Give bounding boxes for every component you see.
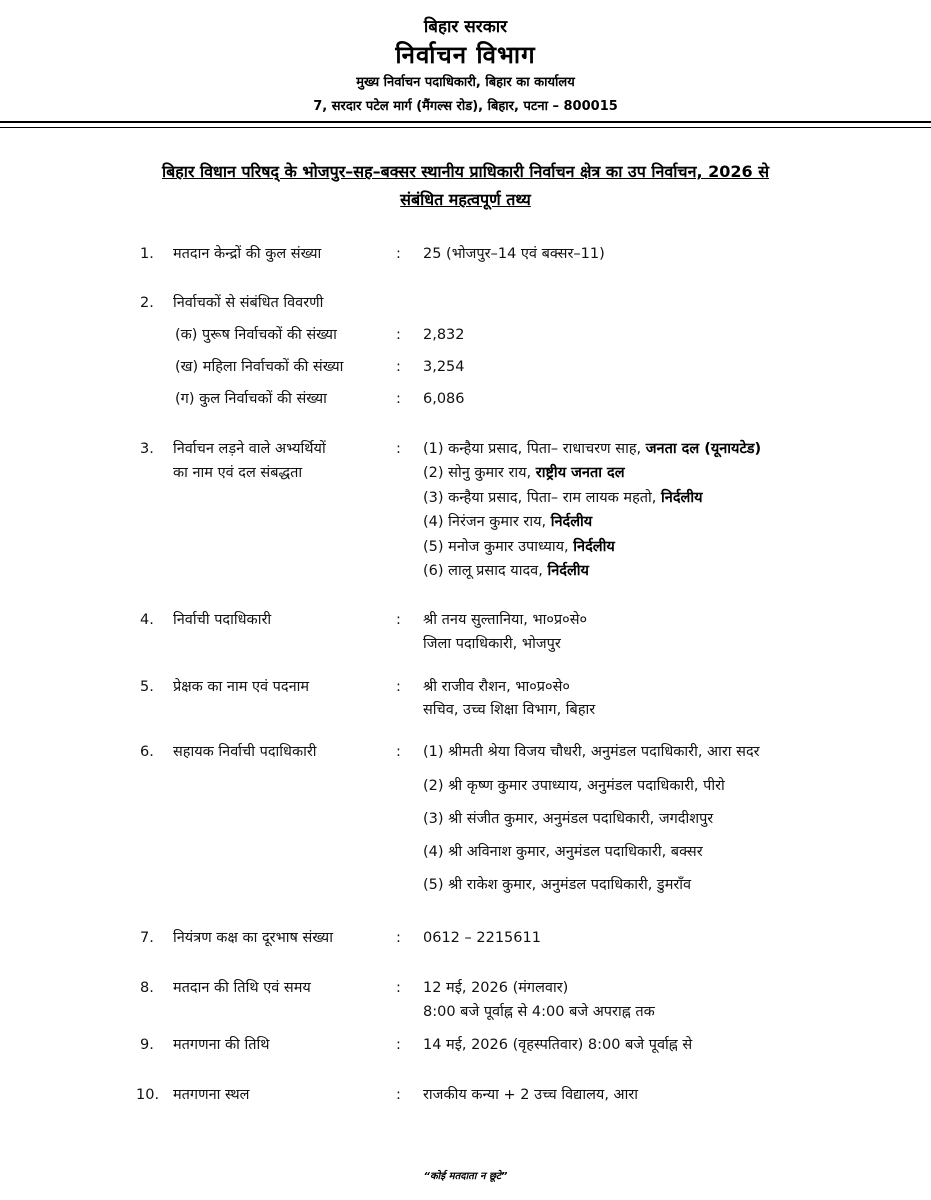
item-2-label: निर्वाचकों से संबंधित विवरणी	[173, 295, 324, 311]
header-state: बिहार सरकार	[423, 17, 508, 37]
item-1-colon: :	[396, 246, 401, 262]
item-2c-value: 6,086	[423, 391, 465, 407]
item-6-label: सहायक निर्वाची पदाधिकारी	[173, 744, 317, 760]
candidate-row	[423, 487, 703, 509]
assistant-officer: (1) श्रीमती श्रेया विजय चौधरी, अनुमंडल पदाधिकारी, आरा सदर	[423, 744, 760, 760]
item-7-label: नियंत्रण कक्ष का दूरभाष संख्या	[173, 930, 333, 946]
item-9-value: 14 मई, 2026 (वृहस्पतिवार) 8:00 बजे पूर्वाह्न से	[423, 1037, 693, 1053]
item-10-label: मतगणना स्थल	[173, 1087, 250, 1103]
item-2b-label: (ख) महिला निर्वाचकों की संख्या	[175, 359, 344, 375]
assistant-officer: (5) श्री राकेश कुमार, अनुमंडल पदाधिकारी, डुमराँव	[423, 877, 692, 893]
header-divider-thin	[0, 127, 931, 128]
item-2a-label: (क) पुरूष निर्वाचकों की संख्या	[175, 327, 337, 343]
item-2b-value: 3,254	[423, 359, 465, 375]
item-8-colon: :	[396, 980, 401, 996]
header-department: निर्वाचन विभाग	[395, 41, 536, 69]
item-2a-value: 2,832	[423, 327, 465, 343]
candidate-row	[423, 438, 761, 460]
item-7-colon: :	[396, 930, 401, 946]
item-5-number: 5.	[140, 679, 154, 695]
candidate-name: (3) कन्हैया प्रसाद, पिता– राम लायक महतो,	[423, 490, 662, 506]
item-4-value-line-1: श्री तनय सुल्तानिया, भा०प्र०से०	[423, 612, 588, 628]
item-9-colon: :	[396, 1037, 401, 1053]
header-divider-thick	[0, 121, 931, 123]
item-2c-label: (ग) कुल निर्वाचकों की संख्या	[175, 391, 327, 407]
candidate-party: निर्दलीय	[547, 563, 589, 579]
candidate-name: (1) कन्हैया प्रसाद, पिता– राधाचरण साह,	[423, 441, 646, 457]
item-1-value: 25 (भोजपुर–14 एवं बक्सर–11)	[423, 246, 605, 262]
header-address: 7, सरदार पटेल मार्ग (मैंगल्स रोड), बिहार, पटना – 800015	[313, 99, 618, 114]
item-4-number: 4.	[140, 612, 154, 628]
candidate-row	[423, 511, 592, 533]
candidate-party: निर्दलीय	[573, 539, 615, 555]
item-4-label: निर्वाची पदाधिकारी	[173, 612, 272, 628]
footer-slogan: “कोई मतदाता न छूटे”	[423, 1171, 508, 1182]
item-8-value-line-1: 12 मई, 2026 (मंगलवार)	[423, 980, 569, 996]
header-office: मुख्य निर्वाचन पदाधिकारी, बिहार का कार्यालय	[356, 75, 575, 90]
item-8-value-line-2: 8:00 बजे पूर्वाह्न से 4:00 बजे अपराह्न तक	[423, 1004, 655, 1020]
item-1-number: 1.	[140, 246, 154, 262]
candidate-row	[423, 462, 625, 484]
candidate-party: राष्ट्रीय जनता दल	[535, 465, 625, 481]
candidate-name: (5) मनोज कुमार उपाध्याय,	[423, 539, 574, 555]
item-3-colon: :	[396, 441, 401, 457]
item-1-label: मतदान केन्द्रों की कुल संख्या	[173, 246, 322, 262]
item-4-value-line-2: जिला पदाधिकारी, भोजपुर	[423, 636, 561, 652]
item-7-value: 0612 – 2215611	[423, 930, 541, 946]
candidate-name: (6) लालू प्रसाद यादव,	[423, 563, 548, 579]
item-10-number: 10.	[136, 1087, 160, 1103]
assistant-officer: (3) श्री संजीत कुमार, अनुमंडल पदाधिकारी, जगदीशपुर	[423, 811, 714, 827]
item-3-number: 3.	[140, 441, 154, 457]
item-9-number: 9.	[140, 1037, 154, 1053]
item-3-label-line-2: का नाम एवं दल संबद्धता	[173, 465, 303, 481]
item-5-value-line-2: सचिव, उच्च शिक्षा विभाग, बिहार	[423, 702, 596, 718]
item-5-value-line-1: श्री राजीव रौशन, भा०प्र०से०	[423, 679, 570, 695]
candidate-party: जनता दल (यूनायटेड)	[645, 441, 762, 457]
item-6-number: 6.	[140, 744, 154, 760]
assistant-officer: (2) श्री कृष्ण कुमार उपाध्याय, अनुमंडल पदाधिकारी, पीरो	[423, 778, 725, 794]
item-5-colon: :	[396, 679, 401, 695]
item-7-number: 7.	[140, 930, 154, 946]
candidate-name: (4) निरंजन कुमार राय,	[423, 514, 551, 530]
title-line-1: बिहार विधान परिषद् के भोजपुर–सह–बक्सर स्थानीय प्राधिकारी निर्वाचन क्षेत्र का उप निर्वाचन, 2026 से	[161, 162, 770, 181]
title-line-2: संबंधित महत्वपूर्ण तथ्य	[400, 190, 531, 209]
assistant-officer: (4) श्री अविनाश कुमार, अनुमंडल पदाधिकारी, बक्सर	[423, 844, 703, 860]
item-2-number: 2.	[140, 295, 154, 311]
item-10-value: राजकीय कन्या + 2 उच्च विद्यालय, आरा	[423, 1087, 639, 1103]
item-6-colon: :	[396, 744, 401, 760]
item-8-number: 8.	[140, 980, 154, 996]
item-2a-colon: :	[396, 327, 401, 343]
item-2c-colon: :	[396, 391, 401, 407]
candidate-row	[423, 560, 589, 582]
document-title	[110, 158, 821, 214]
item-8-label: मतदान की तिथि एवं समय	[173, 980, 311, 996]
candidate-name: (2) सोनु कुमार राय,	[423, 465, 536, 481]
item-2b-colon: :	[396, 359, 401, 375]
item-4-colon: :	[396, 612, 401, 628]
candidate-party: निर्दलीय	[550, 514, 593, 530]
item-3-label-line-1: निर्वाचन लड़ने वाले अभ्यर्थियों	[173, 441, 326, 457]
candidate-party: निर्दलीय	[661, 490, 703, 506]
item-9-label: मतगणना की तिथि	[173, 1037, 270, 1053]
candidate-row	[423, 536, 615, 558]
item-5-label: प्रेक्षक का नाम एवं पदनाम	[173, 679, 310, 695]
item-10-colon: :	[396, 1087, 401, 1103]
